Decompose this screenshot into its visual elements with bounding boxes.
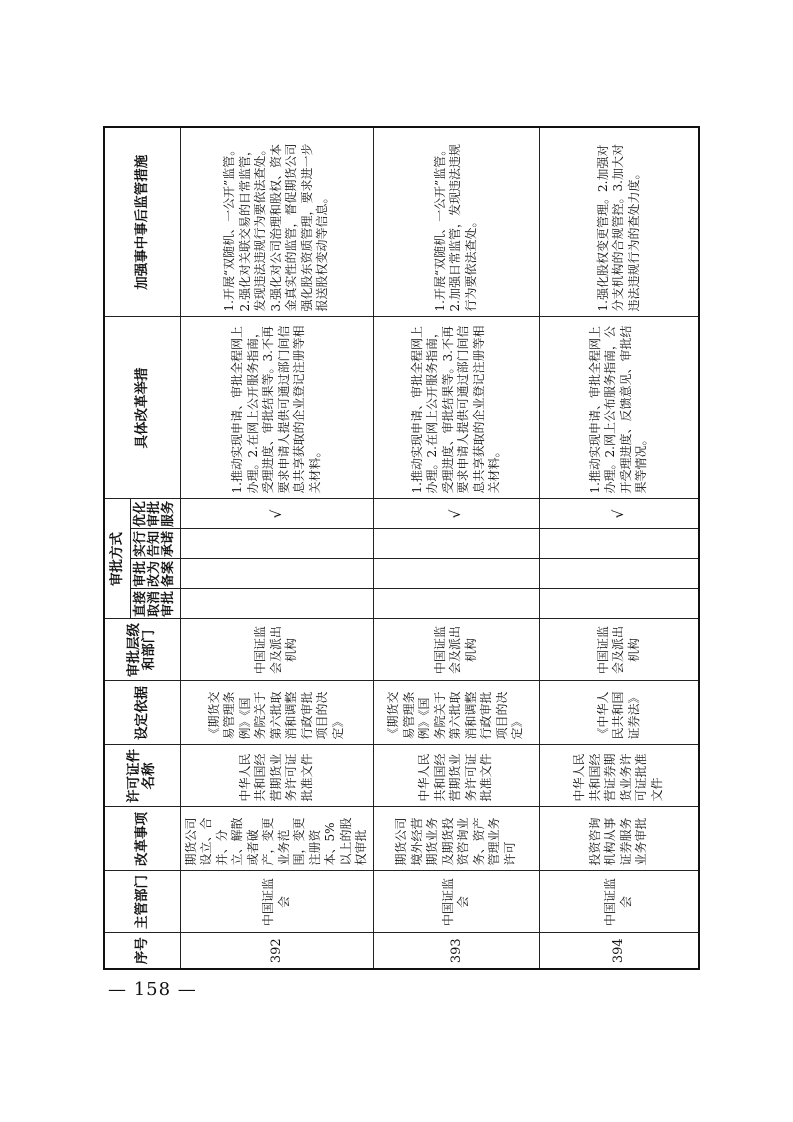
header-level: 审批层级和部门 bbox=[104, 619, 180, 681]
row-commit bbox=[180, 529, 373, 559]
row-optimize-check: √ bbox=[180, 499, 373, 529]
row-measures: 1.推动实现申请、审批全程网上办理。2.在网上公开服务指南，受理进度、审批结果等。3.不再要求申请人提供可通过部门间信息共享获取的企业登记注册等相关材料。 bbox=[180, 317, 373, 499]
row-level: 中国证监会及派出机构 bbox=[373, 619, 539, 681]
row-seq: 393 bbox=[373, 933, 539, 969]
table-row bbox=[180, 127, 373, 969]
header-method-optimize: 优化审批服务 bbox=[130, 499, 180, 529]
row-measures: 1.推动实现申请、审批全程网上办理。2.在网上公开服务指南，受理进度、审批结果等。3.不再要求申请人提供可通过部门间信息共享获取的企业登记注册等相关材料。 bbox=[373, 317, 539, 499]
row-supervision: 1.开展“双随机、一公开”监管。2.强化对关联交易的日常监管，发现违法违规行为要依法查处。3.强化对公司治理和股权、资本金真实性的监管，督促期货公司强化股东资质管理，要求进一步报送股权变动等信息。 bbox=[180, 127, 373, 317]
row-supervision: 1.强化股权变更管理。2.加强对分支机构的合规管控。3.加大对违法违规行为的查处力度。 bbox=[539, 127, 699, 317]
rotated-table-wrapper bbox=[103, 128, 691, 970]
header-method-cancel: 直接取消审批 bbox=[130, 589, 180, 619]
header-method-record: 审批改为备案 bbox=[130, 559, 180, 589]
page-number: — 158 — bbox=[108, 979, 197, 1000]
table-row bbox=[373, 127, 539, 969]
row-optimize-check: √ bbox=[373, 499, 539, 529]
header-license: 许可证件名称 bbox=[104, 745, 180, 807]
row-record bbox=[373, 559, 539, 589]
row-measures: 1.推动实现申请、审批全程网上办理。2.网上公布服务指南，公开受理进度、反馈意见、审批结果等情况。 bbox=[539, 317, 699, 499]
header-basis: 设定依据 bbox=[104, 681, 180, 745]
row-basis: 《中华人民共和国证券法》 bbox=[539, 681, 699, 745]
row-record bbox=[539, 559, 699, 589]
row-seq: 394 bbox=[539, 933, 699, 969]
row-seq: 392 bbox=[180, 933, 373, 969]
row-record bbox=[180, 559, 373, 589]
header-seq: 序号 bbox=[104, 933, 180, 969]
row-dept: 中国证监会 bbox=[373, 871, 539, 933]
row-dept: 中国证监会 bbox=[539, 871, 699, 933]
row-item: 期货公司设立、合并、分立、解散或者破产，变更业务范围，变更注册资本、5%以上的股权审批 bbox=[180, 807, 373, 871]
row-cancel bbox=[180, 589, 373, 619]
row-commit bbox=[373, 529, 539, 559]
row-item: 投资咨询机构从事证券服务业务审批 bbox=[539, 807, 699, 871]
row-level: 中国证监会及派出机构 bbox=[180, 619, 373, 681]
row-basis: 《期货交易管理条例》《国务院关于第六批取消和调整行政审批项目的决定》 bbox=[373, 681, 539, 745]
row-dept: 中国证监会 bbox=[180, 871, 373, 933]
header-item: 改革事项 bbox=[104, 807, 180, 871]
reform-table bbox=[103, 126, 700, 970]
header-measures: 具体改革举措 bbox=[104, 317, 180, 499]
row-cancel bbox=[539, 589, 699, 619]
header-method: 审批方式 bbox=[104, 499, 130, 619]
row-license: 中华人民共和国经营证券期货业务许可证批准文件 bbox=[539, 745, 699, 807]
row-license: 中华人民共和国经营期货业务许可证批准文件 bbox=[180, 745, 373, 807]
row-supervision: 1.开展“双随机、一公开”监管。2.加强日常监管，发现违法违规行为要依法查处。 bbox=[373, 127, 539, 317]
header-dept: 主管部门 bbox=[104, 871, 180, 933]
row-cancel bbox=[373, 589, 539, 619]
row-basis: 《期货交易管理条例》《国务院关于第六批取消和调整行政审批项目的决定》 bbox=[180, 681, 373, 745]
row-level: 中国证监会及派出机构 bbox=[539, 619, 699, 681]
table-row bbox=[539, 127, 699, 969]
row-optimize-check: √ bbox=[539, 499, 699, 529]
row-license: 中华人民共和国经营期货业务许可证批准文件 bbox=[373, 745, 539, 807]
header-method-commit: 实行告知承诺 bbox=[130, 529, 180, 559]
row-item: 期货公司境外经营期货业务及期货投资咨询业务、资产管理业务许可 bbox=[373, 807, 539, 871]
header-supervision: 加强事中事后监管措施 bbox=[104, 127, 180, 317]
row-commit bbox=[539, 529, 699, 559]
